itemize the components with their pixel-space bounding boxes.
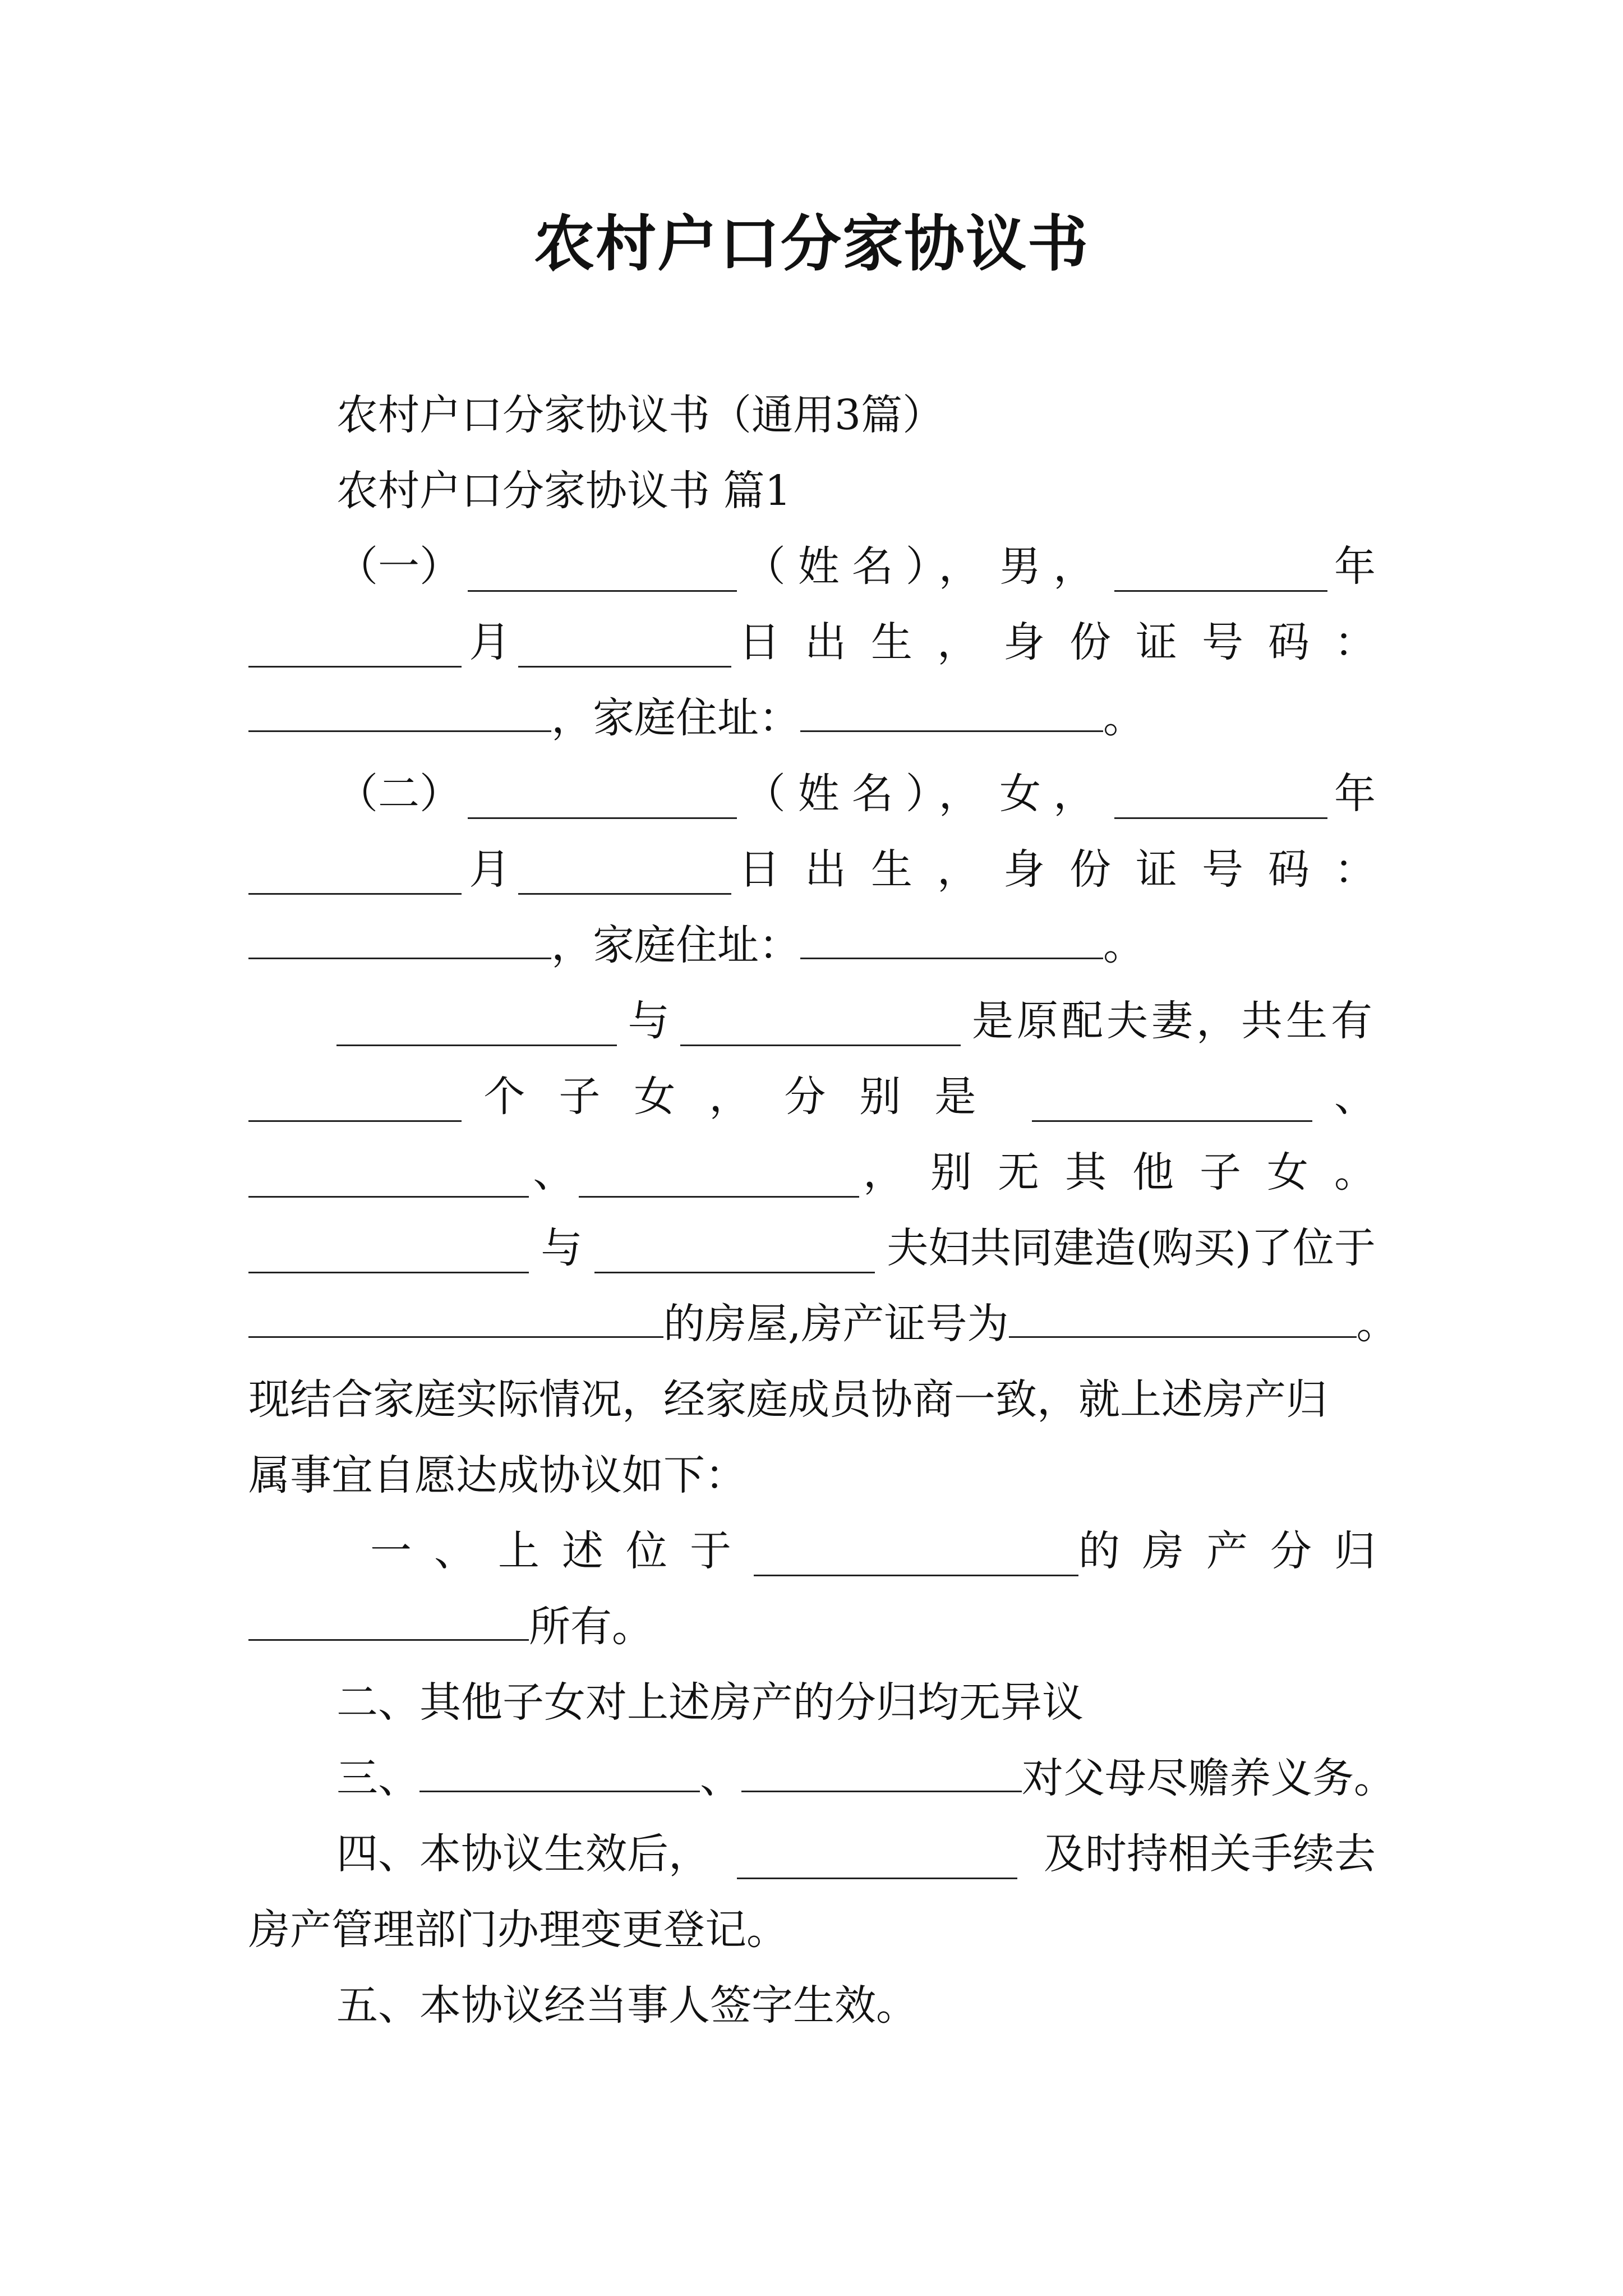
party2-birth-day-blank[interactable]	[518, 857, 731, 895]
wife-name-blank[interactable]	[680, 1009, 961, 1046]
house-owner1-blank[interactable]	[248, 1236, 529, 1273]
party2-name-blank[interactable]	[468, 781, 737, 819]
intro-line: 农村户口分家协议书（通用3篇）	[336, 391, 944, 439]
party2-address-label: ，家庭住址：	[551, 921, 800, 969]
clause3-suffix: 对父母尽赡养义务。	[1022, 1754, 1395, 1802]
party1-birth-month-blank[interactable]	[248, 630, 462, 668]
party1-birth-id-label: 日出生，身份证号码：	[738, 618, 1400, 666]
children-separator2: 、	[533, 1148, 575, 1197]
party1-label: （一）	[336, 542, 461, 591]
clause3	[336, 1753, 1395, 1803]
clause4-line1	[336, 1829, 1376, 1879]
clause1-text-c: 所有。	[529, 1603, 653, 1651]
party1-birth-day-blank[interactable]	[518, 630, 731, 668]
no-others-text: ，别无其他子女。	[863, 1148, 1401, 1197]
party1-line1	[336, 541, 1376, 592]
husband-name-blank[interactable]	[336, 1009, 617, 1046]
party1-line2	[248, 617, 1400, 668]
clause3-child1-blank[interactable]	[419, 1755, 700, 1792]
party2-end: 。	[1103, 921, 1145, 969]
party1-year-label: 年	[1334, 542, 1376, 591]
party2-label: （二）	[336, 770, 461, 818]
section-heading: 农村户口分家协议书 篇1	[336, 467, 791, 515]
party1-name-hint: （姓名），	[744, 542, 993, 591]
spouse-text: 是原配夫妻，共生有	[971, 997, 1376, 1045]
party1-address-label: ，家庭住址：	[551, 694, 800, 742]
party2-birth-year-blank[interactable]	[1114, 781, 1327, 819]
clause3-prefix: 三、	[336, 1754, 419, 1802]
para-line8: 属事宜自愿达成协议如下：	[248, 1451, 746, 1499]
para-line7: 现结合家庭实际情况，经家庭成员协商一致，就上述房产归	[248, 1375, 1327, 1424]
clause1-text-b: 的房产分归	[1078, 1527, 1398, 1575]
party2-id-number-blank[interactable]	[248, 922, 551, 959]
clause1-text-a: 一、上述位于	[370, 1527, 754, 1575]
party1-end: 。	[1103, 694, 1145, 742]
party2-month-label: 月	[469, 845, 511, 894]
clause1-line1	[370, 1526, 1398, 1576]
party2-line1	[336, 769, 1376, 819]
marriage-line	[336, 996, 1376, 1046]
clause4-suffix: 及时持相关手续去	[1044, 1830, 1376, 1878]
clause3-child2-blank[interactable]	[741, 1755, 1022, 1792]
party2-year-label: 年	[1334, 770, 1376, 818]
clause1-owner-blank[interactable]	[248, 1603, 529, 1641]
party1-name-blank[interactable]	[468, 554, 737, 592]
children-text: 个子女，分别是	[483, 1073, 1010, 1121]
party1-month-label: 月	[469, 618, 511, 666]
children-separator: 、	[1334, 1073, 1376, 1121]
and2-label: 与	[541, 1224, 583, 1272]
house-line2	[248, 1299, 1415, 1349]
child3-name-blank[interactable]	[579, 1160, 859, 1198]
clause5: 五、本协议经当事人签字生效。	[336, 1981, 917, 2030]
party2-name-hint: （姓名），	[744, 770, 993, 818]
party1-id-number-blank[interactable]	[248, 694, 551, 732]
house-location-blank[interactable]	[248, 1300, 663, 1338]
clause2: 二、其他子女对上述房产的分归均无异议	[336, 1678, 1083, 1727]
party1-line3	[248, 693, 1376, 743]
party1-gender: 男，	[999, 542, 1108, 591]
clause1-line2	[248, 1602, 1376, 1652]
house-line-end: 。	[1356, 1300, 1398, 1348]
clause4-line2: 房产管理部门办理变更登记。	[248, 1906, 788, 1954]
children-line2	[248, 1147, 1401, 1198]
clause3-separator: 、	[700, 1754, 741, 1802]
children-line	[248, 1071, 1376, 1122]
house-cert-number-blank[interactable]	[1009, 1300, 1357, 1338]
house-cert-text: 的房屋,房产证号为	[663, 1300, 1009, 1348]
party2-address-blank[interactable]	[800, 922, 1103, 959]
document-title: 农村户口分家协议书	[533, 209, 1089, 279]
clause4-prefix: 四、本协议生效后，	[336, 1830, 710, 1878]
children-count-blank[interactable]	[248, 1084, 462, 1122]
party2-line2	[248, 844, 1400, 895]
clause1-location-blank[interactable]	[754, 1539, 1078, 1576]
child1-name-blank[interactable]	[1032, 1084, 1312, 1122]
party2-gender: 女，	[999, 770, 1108, 818]
house-line1	[248, 1223, 1376, 1273]
party1-birth-year-blank[interactable]	[1114, 554, 1327, 592]
clause4-party-blank[interactable]	[737, 1842, 1017, 1879]
built-text: 夫妇共同建造(购买)了位于	[887, 1224, 1376, 1272]
child2-name-blank[interactable]	[248, 1160, 529, 1198]
party2-birth-month-blank[interactable]	[248, 857, 462, 895]
party1-address-blank[interactable]	[800, 694, 1103, 732]
party2-birth-id-label: 日出生，身份证号码：	[738, 845, 1400, 894]
party2-line3	[248, 920, 1376, 970]
house-owner2-blank[interactable]	[594, 1236, 875, 1273]
and-label: 与	[628, 997, 670, 1045]
